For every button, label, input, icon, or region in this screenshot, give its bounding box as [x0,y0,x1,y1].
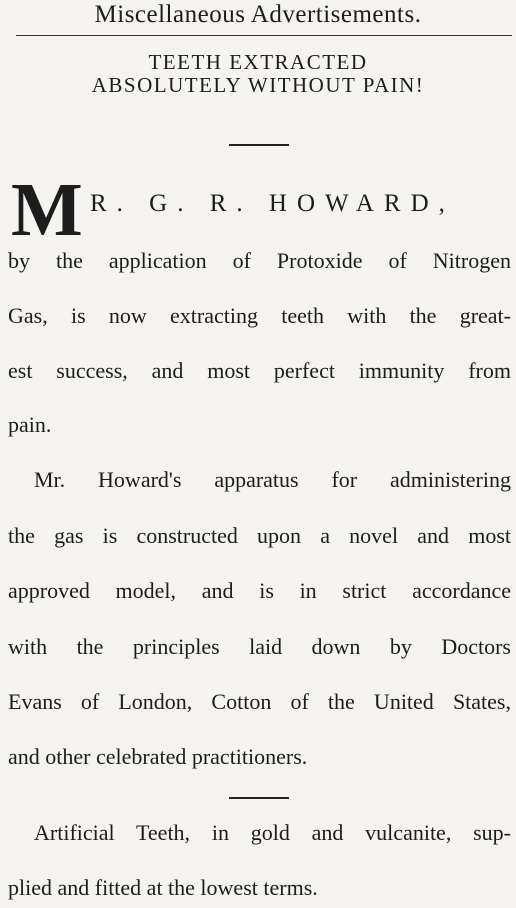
paragraph-line: est success, and most perfect immunity from [8,358,511,383]
section-divider-top [229,144,289,146]
paragraph-line: Gas, is now extracting teeth with the great- [8,303,511,328]
header-divider [16,35,512,36]
paragraph-line: Evans of London, Cotton of the United States, [8,689,511,714]
paragraph-line: and other celebrated practitioners. [8,744,308,769]
paragraph-line: approved model, and is in strict accordance [8,578,511,603]
lead-name-line: R. G. R. HOWARD, [90,190,455,217]
paragraph-line: Mr. Howard's apparatus for administering [34,467,511,492]
paragraph-line: Artificial Teeth, in gold and vulcanite, sup- [34,820,511,845]
paragraph-line: by the application of Protoxide of Nitrogen [8,248,511,273]
headline-line-2: ABSOLUTELY WITHOUT PAIN! [91,73,425,97]
paragraph-line: pain. [8,412,52,437]
section-header: Miscellaneous Advertisements. [94,1,422,28]
headline-line-1: TEETH EXTRACTED [148,50,368,74]
paragraph-line: plied and fitted at the lowest terms. [8,875,318,900]
paragraph-line: the gas is constructed upon a novel and most [8,523,511,548]
section-divider-bottom [229,797,289,799]
paragraph-line: with the principles laid down by Doctors [8,634,511,659]
drop-cap: M [11,168,83,252]
